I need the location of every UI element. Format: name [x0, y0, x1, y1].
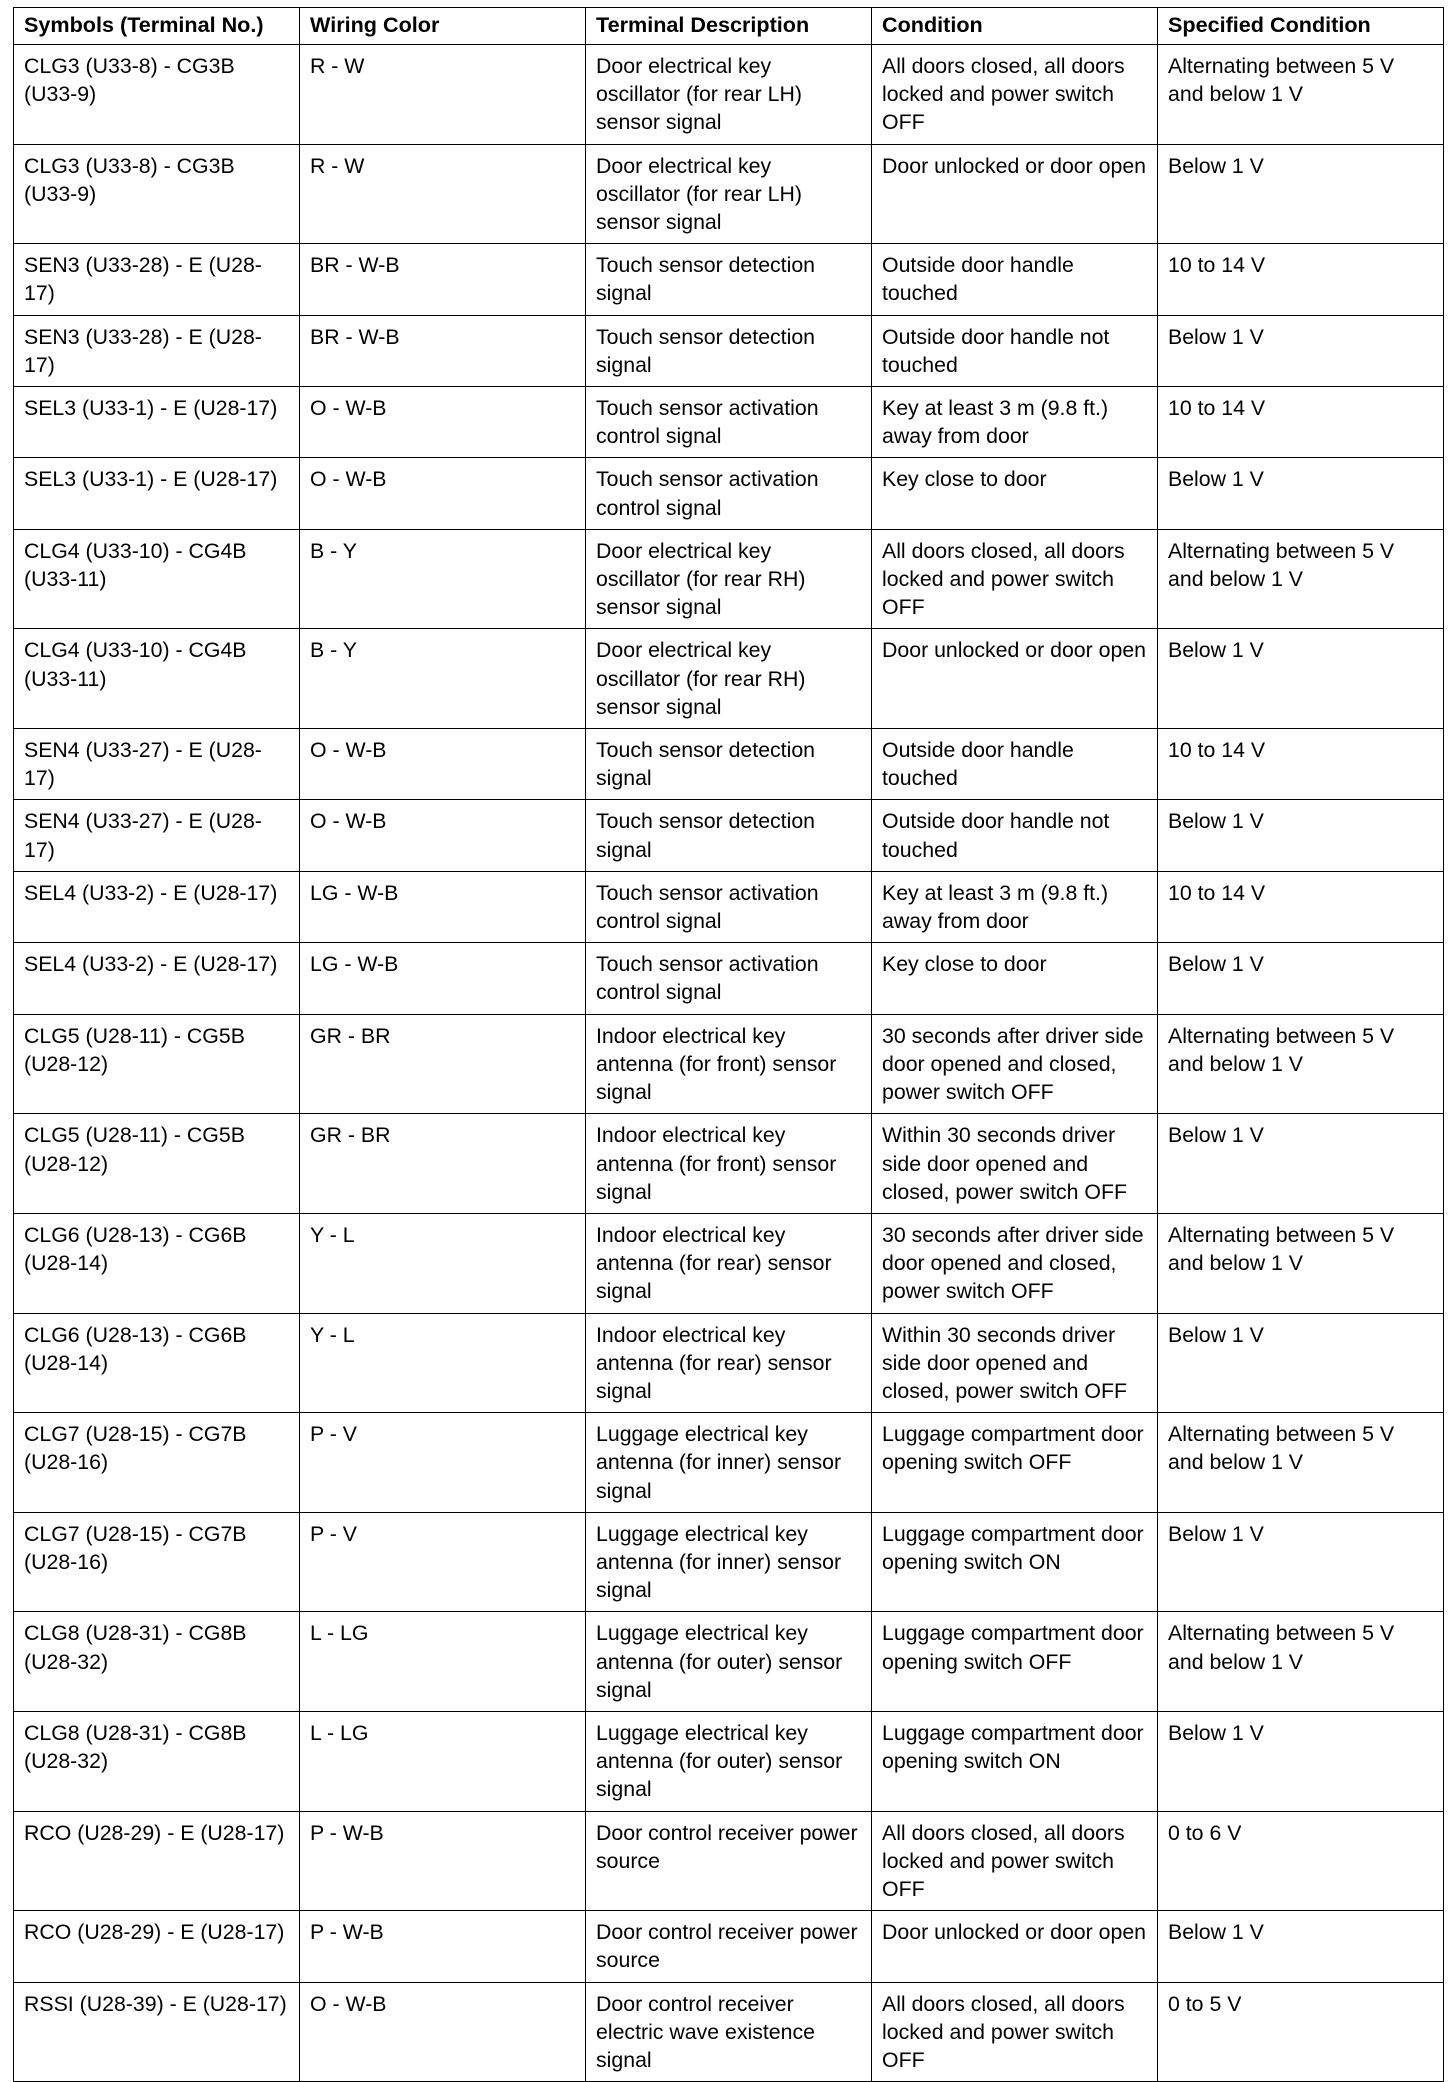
cell-symbols: CLG3 (U33-8) - CG3B (U33-9): [14, 45, 300, 145]
table-row: [14, 1811, 1444, 1911]
table-row: [14, 943, 1444, 1014]
cell-condition: Luggage compartment door opening switch ON: [872, 1512, 1158, 1612]
header-terminal-description: Terminal Description: [586, 8, 872, 45]
cell-condition: Key close to door: [872, 458, 1158, 529]
cell-terminal-description: Indoor electrical key antenna (for front) sensor signal: [586, 1114, 872, 1214]
cell-wiring-color: P - W-B: [300, 1911, 586, 1982]
cell-symbols: CLG7 (U28-15) - CG7B (U28-16): [14, 1512, 300, 1612]
cell-wiring-color: B - Y: [300, 529, 586, 629]
table-row: [14, 458, 1444, 529]
cell-symbols: RCO (U28-29) - E (U28-17): [14, 1911, 300, 1982]
cell-condition: Luggage compartment door opening switch ON: [872, 1711, 1158, 1811]
table-header: [14, 8, 1444, 45]
cell-terminal-description: Luggage electrical key antenna (for outer) sensor signal: [586, 1711, 872, 1811]
cell-wiring-color: LG - W-B: [300, 943, 586, 1014]
table-row: [14, 629, 1444, 729]
table-row: [14, 1911, 1444, 1982]
cell-terminal-description: Touch sensor activation control signal: [586, 943, 872, 1014]
cell-symbols: CLG6 (U28-13) - CG6B (U28-14): [14, 1313, 300, 1413]
terminal-inspection-table: [13, 7, 1444, 2082]
cell-wiring-color: O - W-B: [300, 458, 586, 529]
cell-terminal-description: Touch sensor detection signal: [586, 244, 872, 315]
table-row: [14, 144, 1444, 244]
cell-wiring-color: O - W-B: [300, 387, 586, 458]
cell-terminal-description: Luggage electrical key antenna (for inner) sensor signal: [586, 1413, 872, 1513]
table-row: [14, 1213, 1444, 1313]
cell-wiring-color: BR - W-B: [300, 315, 586, 386]
table-row: [14, 315, 1444, 386]
cell-condition: Outside door handle not touched: [872, 315, 1158, 386]
cell-symbols: CLG6 (U28-13) - CG6B (U28-14): [14, 1213, 300, 1313]
table-row: [14, 1512, 1444, 1612]
cell-symbols: SEN3 (U33-28) - E (U28-17): [14, 315, 300, 386]
cell-symbols: CLG4 (U33-10) - CG4B (U33-11): [14, 629, 300, 729]
cell-terminal-description: Door control receiver electric wave existence signal: [586, 1982, 872, 2082]
cell-wiring-color: BR - W-B: [300, 244, 586, 315]
cell-wiring-color: GR - BR: [300, 1014, 586, 1114]
cell-terminal-description: Touch sensor detection signal: [586, 315, 872, 386]
table-body: [14, 45, 1444, 2082]
cell-symbols: SEL3 (U33-1) - E (U28-17): [14, 458, 300, 529]
cell-symbols: CLG3 (U33-8) - CG3B (U33-9): [14, 144, 300, 244]
cell-specified-condition: Below 1 V: [1158, 800, 1444, 871]
cell-condition: 30 seconds after driver side door opened and closed, power switch OFF: [872, 1014, 1158, 1114]
cell-condition: Door unlocked or door open: [872, 144, 1158, 244]
cell-specified-condition: Below 1 V: [1158, 943, 1444, 1014]
cell-condition: Door unlocked or door open: [872, 629, 1158, 729]
cell-symbols: RCO (U28-29) - E (U28-17): [14, 1811, 300, 1911]
cell-terminal-description: Indoor electrical key antenna (for rear) sensor signal: [586, 1213, 872, 1313]
cell-wiring-color: O - W-B: [300, 800, 586, 871]
cell-wiring-color: P - W-B: [300, 1811, 586, 1911]
cell-wiring-color: P - V: [300, 1512, 586, 1612]
cell-specified-condition: Below 1 V: [1158, 1313, 1444, 1413]
cell-terminal-description: Door electrical key oscillator (for rear RH) sensor signal: [586, 629, 872, 729]
table-row: [14, 871, 1444, 942]
cell-symbols: CLG5 (U28-11) - CG5B (U28-12): [14, 1114, 300, 1214]
table-row: [14, 1982, 1444, 2082]
cell-symbols: RSSI (U28-39) - E (U28-17): [14, 1982, 300, 2082]
cell-terminal-description: Touch sensor detection signal: [586, 729, 872, 800]
cell-condition: Outside door handle not touched: [872, 800, 1158, 871]
cell-symbols: SEN4 (U33-27) - E (U28-17): [14, 729, 300, 800]
cell-wiring-color: O - W-B: [300, 729, 586, 800]
cell-symbols: CLG4 (U33-10) - CG4B (U33-11): [14, 529, 300, 629]
cell-wiring-color: L - LG: [300, 1612, 586, 1712]
table-row: [14, 729, 1444, 800]
cell-terminal-description: Touch sensor activation control signal: [586, 387, 872, 458]
table-row: [14, 529, 1444, 629]
cell-symbols: CLG5 (U28-11) - CG5B (U28-12): [14, 1014, 300, 1114]
cell-condition: Key close to door: [872, 943, 1158, 1014]
cell-symbols: SEL3 (U33-1) - E (U28-17): [14, 387, 300, 458]
cell-terminal-description: Touch sensor activation control signal: [586, 871, 872, 942]
cell-condition: Luggage compartment door opening switch OFF: [872, 1413, 1158, 1513]
cell-wiring-color: GR - BR: [300, 1114, 586, 1214]
cell-wiring-color: Y - L: [300, 1313, 586, 1413]
cell-specified-condition: Alternating between 5 V and below 1 V: [1158, 1213, 1444, 1313]
cell-condition: Outside door handle touched: [872, 729, 1158, 800]
cell-symbols: SEN3 (U33-28) - E (U28-17): [14, 244, 300, 315]
cell-specified-condition: Alternating between 5 V and below 1 V: [1158, 45, 1444, 145]
table-row: [14, 1114, 1444, 1214]
header-specified-condition: Specified Condition: [1158, 8, 1444, 45]
cell-specified-condition: Alternating between 5 V and below 1 V: [1158, 1014, 1444, 1114]
cell-terminal-description: Door electrical key oscillator (for rear LH) sensor signal: [586, 45, 872, 145]
cell-symbols: CLG8 (U28-31) - CG8B (U28-32): [14, 1711, 300, 1811]
table-row: [14, 387, 1444, 458]
cell-wiring-color: R - W: [300, 144, 586, 244]
header-condition: Condition: [872, 8, 1158, 45]
cell-terminal-description: Touch sensor detection signal: [586, 800, 872, 871]
cell-specified-condition: Alternating between 5 V and below 1 V: [1158, 529, 1444, 629]
cell-condition: Outside door handle touched: [872, 244, 1158, 315]
cell-wiring-color: L - LG: [300, 1711, 586, 1811]
cell-condition: Luggage compartment door opening switch OFF: [872, 1612, 1158, 1712]
cell-condition: All doors closed, all doors locked and power switch OFF: [872, 1811, 1158, 1911]
cell-condition: 30 seconds after driver side door opened and closed, power switch OFF: [872, 1213, 1158, 1313]
cell-condition: Within 30 seconds driver side door opened and closed, power switch OFF: [872, 1313, 1158, 1413]
cell-specified-condition: Below 1 V: [1158, 1711, 1444, 1811]
table-row: [14, 800, 1444, 871]
cell-specified-condition: Below 1 V: [1158, 315, 1444, 386]
header-wiring-color: Wiring Color: [300, 8, 586, 45]
cell-specified-condition: 10 to 14 V: [1158, 871, 1444, 942]
header-row: [14, 8, 1444, 45]
cell-symbols: SEN4 (U33-27) - E (U28-17): [14, 800, 300, 871]
table-row: [14, 1014, 1444, 1114]
cell-terminal-description: Indoor electrical key antenna (for rear) sensor signal: [586, 1313, 872, 1413]
table-row: [14, 1612, 1444, 1712]
cell-terminal-description: Door control receiver power source: [586, 1911, 872, 1982]
cell-wiring-color: P - V: [300, 1413, 586, 1513]
cell-terminal-description: Door control receiver power source: [586, 1811, 872, 1911]
cell-symbols: SEL4 (U33-2) - E (U28-17): [14, 871, 300, 942]
cell-condition: Within 30 seconds driver side door opened and closed, power switch OFF: [872, 1114, 1158, 1214]
cell-symbols: CLG7 (U28-15) - CG7B (U28-16): [14, 1413, 300, 1513]
cell-terminal-description: Door electrical key oscillator (for rear LH) sensor signal: [586, 144, 872, 244]
cell-specified-condition: 10 to 14 V: [1158, 387, 1444, 458]
cell-condition: All doors closed, all doors locked and power switch OFF: [872, 1982, 1158, 2082]
table-row: [14, 1313, 1444, 1413]
cell-terminal-description: Indoor electrical key antenna (for front) sensor signal: [586, 1014, 872, 1114]
cell-specified-condition: Below 1 V: [1158, 629, 1444, 729]
cell-specified-condition: Below 1 V: [1158, 1911, 1444, 1982]
cell-wiring-color: LG - W-B: [300, 871, 586, 942]
cell-wiring-color: B - Y: [300, 629, 586, 729]
cell-specified-condition: Alternating between 5 V and below 1 V: [1158, 1413, 1444, 1513]
cell-specified-condition: 0 to 6 V: [1158, 1811, 1444, 1911]
cell-specified-condition: 10 to 14 V: [1158, 729, 1444, 800]
cell-wiring-color: O - W-B: [300, 1982, 586, 2082]
cell-specified-condition: Below 1 V: [1158, 458, 1444, 529]
table-row: [14, 45, 1444, 145]
cell-specified-condition: Below 1 V: [1158, 1512, 1444, 1612]
cell-specified-condition: Alternating between 5 V and below 1 V: [1158, 1612, 1444, 1712]
header-symbols: Symbols (Terminal No.): [14, 8, 300, 45]
cell-terminal-description: Luggage electrical key antenna (for outer) sensor signal: [586, 1612, 872, 1712]
cell-symbols: SEL4 (U33-2) - E (U28-17): [14, 943, 300, 1014]
cell-condition: All doors closed, all doors locked and power switch OFF: [872, 529, 1158, 629]
cell-specified-condition: 0 to 5 V: [1158, 1982, 1444, 2082]
table-row: [14, 244, 1444, 315]
cell-specified-condition: Below 1 V: [1158, 144, 1444, 244]
cell-wiring-color: R - W: [300, 45, 586, 145]
cell-terminal-description: Luggage electrical key antenna (for inner) sensor signal: [586, 1512, 872, 1612]
cell-condition: Key at least 3 m (9.8 ft.) away from door: [872, 871, 1158, 942]
cell-condition: Key at least 3 m (9.8 ft.) away from door: [872, 387, 1158, 458]
cell-terminal-description: Touch sensor activation control signal: [586, 458, 872, 529]
table-row: [14, 1413, 1444, 1513]
cell-wiring-color: Y - L: [300, 1213, 586, 1313]
cell-terminal-description: Door electrical key oscillator (for rear RH) sensor signal: [586, 529, 872, 629]
cell-condition: Door unlocked or door open: [872, 1911, 1158, 1982]
cell-condition: All doors closed, all doors locked and power switch OFF: [872, 45, 1158, 145]
cell-symbols: CLG8 (U28-31) - CG8B (U28-32): [14, 1612, 300, 1712]
table-row: [14, 1711, 1444, 1811]
cell-specified-condition: 10 to 14 V: [1158, 244, 1444, 315]
cell-specified-condition: Below 1 V: [1158, 1114, 1444, 1214]
